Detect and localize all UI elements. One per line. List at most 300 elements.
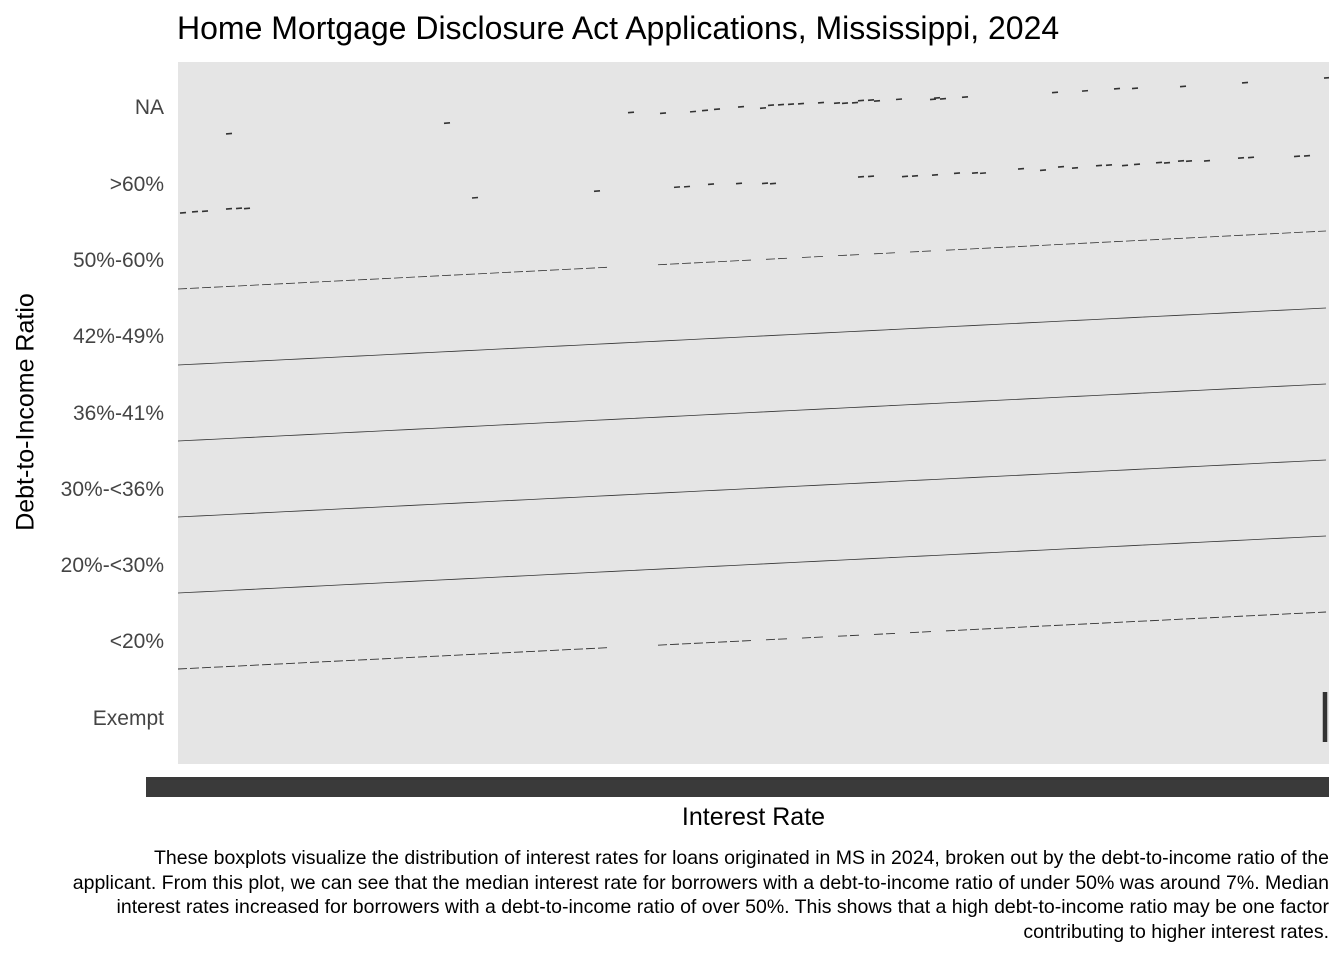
series-line-segment [814,409,826,410]
series-line-segment [178,592,190,593]
series-line-segment [754,564,766,565]
outlier-mark [226,133,232,134]
series-line-segment [178,440,190,441]
outlier-mark [472,198,478,199]
y-tick-label: 20%-<30% [60,554,164,577]
series-line-segment [610,571,622,572]
series-line-segment [286,359,298,360]
series-line-segment [394,354,406,355]
series-line-segment [1210,541,1222,542]
series-line-segment [1042,398,1054,399]
series-line-segment [1258,539,1270,540]
series-line-segment [766,335,778,336]
outlier-mark [1122,165,1128,166]
series-line-segment [562,345,574,346]
series-line-segment [874,406,886,407]
series-line-segment [238,361,250,362]
series-line-segment [358,583,370,584]
outlier-mark [1134,164,1140,165]
series-line-segment [1294,537,1306,538]
series-line-segment [346,356,358,357]
series-line-segment [202,439,214,440]
series-line-segment [574,345,586,346]
series-line-segment [1282,310,1294,311]
outlier-mark [874,101,880,102]
series-line-segment [1102,547,1114,548]
series-line-segment [202,591,214,592]
series-line-segment [586,572,598,573]
series-line-segment [490,577,502,578]
chart-title: Home Mortgage Disclosure Act Applications, Mississippi, 2024 [177,10,1060,46]
series-line-segment [1246,387,1258,388]
series-line-segment [658,341,670,342]
series-line-segment [706,490,718,491]
outlier-mark [736,183,742,184]
series-line-segment [334,433,346,434]
series-line-segment [682,339,694,340]
series-line-segment [898,557,910,558]
series-line-segment [814,485,826,486]
series-line-segment [1078,472,1090,473]
series-line-segment [322,585,334,586]
series-line-segment [430,504,442,505]
outlier-mark [954,173,960,174]
series-line-segment [274,360,286,361]
series-line-segment [298,586,310,587]
series-line-segment [1306,460,1318,461]
series-line-segment [1198,390,1210,391]
outlier-mark [226,209,232,210]
series-line-segment [250,437,262,438]
outlier-mark [690,111,696,112]
series-line-segment [778,563,790,564]
series-line-segment [1198,542,1210,543]
series-line-segment [1018,323,1030,324]
series-line-segment [754,488,766,489]
outlier-mark [1164,163,1170,164]
series-line-segment [574,497,586,498]
series-line-segment [370,431,382,432]
series-line-segment [1042,474,1054,475]
series-line-segment [994,400,1006,401]
outlier-mark [1072,168,1078,169]
series-line-segment [1162,544,1174,545]
series-line-segment [1186,390,1198,391]
series-line-segment [574,421,586,422]
series-line-segment [826,408,838,409]
series-line-segment [1174,467,1186,468]
outlier-mark [192,211,198,212]
series-line-segment [658,493,670,494]
series-line-segment [418,504,430,505]
series-line-segment [274,436,286,437]
series-line-segment [802,561,814,562]
outlier-mark [1304,156,1310,157]
series-line-segment [550,346,562,347]
series-line-segment [622,418,634,419]
series-line-segment [466,350,478,351]
outlier-mark [1294,156,1300,157]
series-line-segment [262,436,274,437]
series-line-segment [706,338,718,339]
series-line-segment [262,588,274,589]
series-line-segment [1174,315,1186,316]
series-line-segment [922,327,934,328]
y-tick-label: 30%-<36% [60,478,164,501]
series-line-segment [958,326,970,327]
series-line-segment [1030,398,1042,399]
series-line-segment [1270,462,1282,463]
series-line-segment [898,329,910,330]
outlier-mark [762,183,768,184]
series-line-segment [442,351,454,352]
outlier-mark [930,99,936,100]
series-line-segment [838,408,850,409]
series-line-segment [538,575,550,576]
series-line-segment [766,411,778,412]
series-line-segment [358,507,370,508]
series-line-segment [754,336,766,337]
series-line-segment [1138,469,1150,470]
outlier-mark [932,175,938,176]
series-line-segment [658,417,670,418]
series-line-segment [382,430,394,431]
outlier-mark [940,99,946,100]
series-line-segment [1150,468,1162,469]
series-line-segment [850,483,862,484]
series-line-segment [718,490,730,491]
y-tick-label: >60% [109,173,164,196]
series-line-segment [370,583,382,584]
series-line-segment [766,487,778,488]
series-line-segment [310,510,322,511]
series-line-segment [1006,323,1018,324]
series-line-segment [670,340,682,341]
series-line-segment [478,426,490,427]
series-line-segment [1294,309,1306,310]
series-line-segment [1234,312,1246,313]
series-line-segment [298,358,310,359]
series-line-segment [730,337,742,338]
series-line-segment [598,344,610,345]
series-line-segment [910,404,922,405]
x-axis-ticks [146,777,1329,797]
series-line-segment [586,344,598,345]
outlier-mark [708,184,714,185]
series-line-segment [1186,542,1198,543]
outlier-mark [768,105,774,106]
series-line-segment [1222,465,1234,466]
series-line-segment [982,552,994,553]
series-line-segment [298,510,310,511]
series-line-segment [442,503,454,504]
series-line-segment [742,336,754,337]
outlier-mark [444,123,450,124]
series-line-segment [646,341,658,342]
series-line-segment [790,334,802,335]
series-line-segment [1042,550,1054,551]
series-line-segment [514,348,526,349]
series-line-segment [778,411,790,412]
series-line-segment [346,432,358,433]
series-line-segment [634,418,646,419]
series-line-segment [322,509,334,510]
series-line-segment [466,502,478,503]
series-line-segment [622,494,634,495]
y-axis-label: Debt-to-Income Ratio [11,293,40,531]
series-line-segment [826,332,838,333]
outlier-mark [868,100,874,101]
outlier-mark [1204,161,1210,162]
series-line-segment [1222,389,1234,390]
series-line-segment [1306,536,1318,537]
y-tick-label: <20% [109,630,164,653]
series-line-segment [1234,540,1246,541]
series-line-segment [1282,386,1294,387]
series-line-segment [1222,541,1234,542]
outlier-mark [1156,162,1162,163]
outlier-mark [770,183,776,184]
y-tick-label: Exempt [92,707,164,730]
series-line-segment [1054,397,1066,398]
series-line-segment [1162,316,1174,317]
y-tick-label: 50%-60% [72,249,164,272]
outlier-mark [834,103,840,104]
series-line-segment [190,364,202,365]
series-line-segment [1258,387,1270,388]
series-line-segment [922,479,934,480]
series-line-segment [634,494,646,495]
series-line-segment [190,592,202,593]
series-line-segment [790,410,802,411]
series-line-segment [1090,547,1102,548]
series-line-segment [910,328,922,329]
y-tick-label: NA [134,96,164,119]
series-line-segment [1138,393,1150,394]
series-line-segment [454,503,466,504]
series-line-segment [394,582,406,583]
series-line-segment [1258,463,1270,464]
series-line-segment [454,351,466,352]
series-line-segment [334,509,346,510]
outlier-mark [236,208,242,209]
series-line-segment [502,500,514,501]
series-line-segment [262,512,274,513]
series-line-segment [946,478,958,479]
series-line-segment [1210,313,1222,314]
outlier-mark [1058,167,1064,168]
series-line-segment [1198,466,1210,467]
series-line-segment [406,429,418,430]
series-line-segment [970,477,982,478]
series-line-segment [1078,320,1090,321]
series-line-segment [646,417,658,418]
series-line-segment [934,403,946,404]
outlier-mark [738,107,744,108]
series-line-segment [226,590,238,591]
series-line-segment [706,566,718,567]
series-line-segment [994,324,1006,325]
series-line-segment [490,425,502,426]
series-line-segment [742,412,754,413]
series-line-segment [190,516,202,517]
series-line-segment [214,591,226,592]
series-line-segment [814,333,826,334]
series-line-segment [826,560,838,561]
series-line-segment [286,511,298,512]
series-line-segment [430,352,442,353]
series-line-segment [178,516,190,517]
series-line-segment [310,434,322,435]
series-line-segment [682,415,694,416]
series-line-segment [1198,314,1210,315]
series-line-segment [418,580,430,581]
series-line-segment [1030,550,1042,551]
series-line-segment [1210,465,1222,466]
series-line-segment [550,498,562,499]
series-line-segment [178,364,190,365]
series-line-segment [1186,466,1198,467]
series-line-segment [994,476,1006,477]
series-line-segment [1114,394,1126,395]
plot-panel [178,62,1329,764]
series-line-segment [238,589,250,590]
series-line-segment [370,507,382,508]
series-line-segment [982,400,994,401]
outlier-mark [1178,161,1184,162]
series-line-segment [814,561,826,562]
series-line-segment [826,484,838,485]
series-line-segment [910,556,922,557]
series-line-segment [622,570,634,571]
series-line-segment [1114,470,1126,471]
series-line-segment [1018,475,1030,476]
series-line-segment [274,588,286,589]
series-line-segment [862,482,874,483]
series-line-segment [610,495,622,496]
series-line-segment [886,557,898,558]
series-line-segment [538,499,550,500]
x-axis-label: Interest Rate [681,803,826,831]
series-line-segment [382,582,394,583]
series-line-segment [742,564,754,565]
series-line-segment [190,440,202,441]
series-line-segment [694,339,706,340]
series-line-segment [682,567,694,568]
series-line-segment [1102,395,1114,396]
outlier-mark [628,112,634,113]
series-line-segment [1150,316,1162,317]
outlier-mark [818,102,824,103]
outlier-mark [1040,170,1046,171]
series-line-segment [526,347,538,348]
outlier-mark [714,109,720,110]
series-line-segment [202,515,214,516]
series-line-segment [538,347,550,348]
series-line-segment [454,579,466,580]
series-line-segment [694,567,706,568]
series-line-segment [1078,548,1090,549]
outlier-mark [1052,92,1058,93]
series-line-segment [1246,311,1258,312]
series-line-segment [1246,539,1258,540]
series-line-segment [718,566,730,567]
series-line-segment [670,568,682,569]
series-line-segment [994,552,1006,553]
series-line-segment [1150,392,1162,393]
outlier-mark [778,104,784,105]
series-line-segment [1270,538,1282,539]
series-line-segment [982,476,994,477]
series-line-segment [430,580,442,581]
y-tick-label: 42%-49% [72,325,164,348]
series-line-segment [802,409,814,410]
series-line-segment [874,330,886,331]
series-line-segment [754,412,766,413]
series-line-segment [1090,395,1102,396]
series-line-segment [334,585,346,586]
series-line-segment [838,484,850,485]
series-line-segment [862,558,874,559]
series-line-segment [1054,321,1066,322]
series-line-segment [358,431,370,432]
series-line-segment [430,428,442,429]
series-line-segment [730,565,742,566]
series-line-segment [1102,471,1114,472]
series-line-segment [886,329,898,330]
series-line-segment [250,589,262,590]
outlier-mark [1186,161,1192,162]
series-line-segment [886,481,898,482]
series-line-segment [442,427,454,428]
series-line-segment [634,342,646,343]
outlier-mark [760,108,766,109]
outlier-mark [1248,157,1254,158]
series-line-segment [1138,545,1150,546]
series-line-segment [298,434,310,435]
outlier-mark [1114,88,1120,89]
series-line-segment [466,426,478,427]
series-line-segment [706,414,718,415]
series-line-segment [382,354,394,355]
series-line-segment [1258,311,1270,312]
series-line-segment [238,513,250,514]
series-line-segment [682,491,694,492]
series-line-segment [634,570,646,571]
series-line-segment [490,349,502,350]
series-line-segment [886,405,898,406]
series-line-segment [1126,317,1138,318]
series-line-segment [214,439,226,440]
series-line-segment [934,327,946,328]
series-line-segment [382,506,394,507]
series-line-segment [478,350,490,351]
series-line-segment [862,406,874,407]
outlier-mark [684,186,690,187]
series-line-segment [1294,385,1306,386]
series-line-segment [958,478,970,479]
series-line-segment [502,348,514,349]
y-tick-label: 36%-41% [72,402,164,425]
series-line-segment [694,491,706,492]
series-line-segment [1138,317,1150,318]
series-line-segment [1066,548,1078,549]
series-line-segment [406,505,418,506]
outlier-mark [1096,165,1102,166]
series-line-segment [778,335,790,336]
outlier-mark [896,99,902,100]
series-line-segment [406,353,418,354]
